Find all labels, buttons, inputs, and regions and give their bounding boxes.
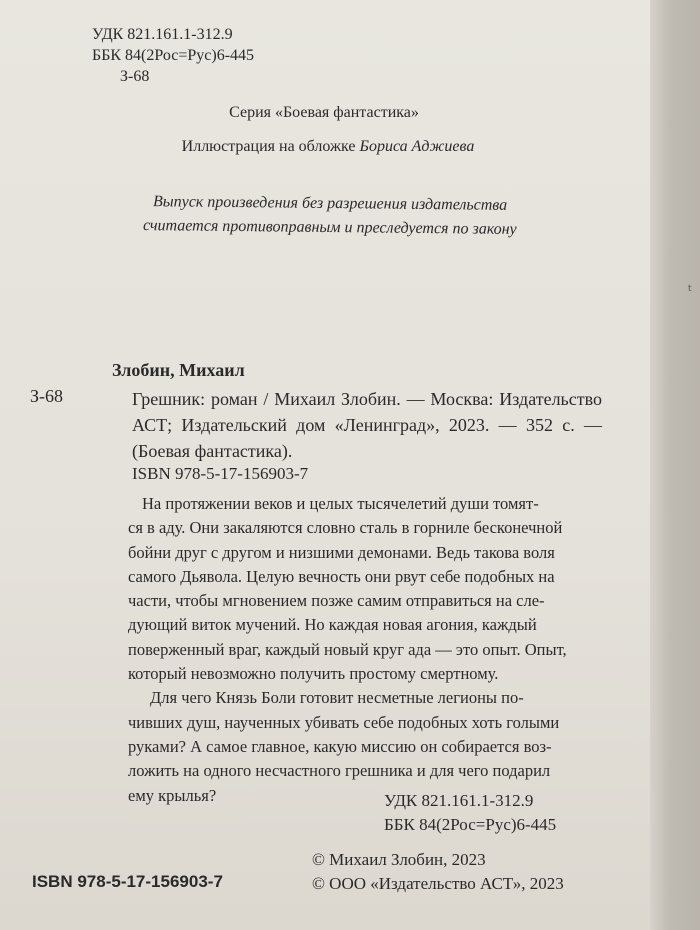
annotation-line: который невозможно получить простому смертному.: [128, 664, 499, 684]
isbn-bottom: ISBN 978-5-17-156903-7: [32, 872, 223, 891]
author-mark-top: З-68: [120, 68, 150, 85]
copyright-warning: [110, 190, 550, 243]
annotation-line: самого Дьявола. Целую вечность они рвут себе подобных на: [128, 566, 555, 586]
annotation-line: ему крылья?: [128, 785, 217, 805]
annotation-line: На протяжении веков и целых тысячелетий души томят-: [142, 494, 539, 513]
warning-line-1: Выпуск произведения без разрешения издательства: [152, 193, 508, 214]
annotation-line: Для чего Князь Боли готовит несметные легионы по-: [150, 688, 524, 708]
illustration-prefix: Иллюстрация на обложке: [181, 138, 360, 155]
annotation-line: ложить на одного несчастного грешника и для чего подарил: [128, 761, 551, 781]
illustration-credit: [8, 138, 648, 156]
record-author-mark: З-68: [30, 386, 64, 406]
series-line: Серия «Боевая фантастика»: [229, 104, 419, 121]
annotation-line: дующий виток мучений. Но каждая новая агония, каждый: [128, 615, 537, 635]
warning-line-2: считается противоправным и преследуется по закону: [142, 217, 517, 238]
bbk-code-bottom: ББК 84(2Рос=Рус)6-445: [384, 815, 557, 834]
copyright-author: © Михаил Злобин, 2023: [312, 850, 486, 869]
annotation-line: ся в аду. Они закаляются словно сталь в горниле бесконечной: [128, 518, 563, 538]
annotation-line: части, чтобы мгновением позже самим отправиться на сле-: [128, 591, 545, 611]
edge-mark: t: [688, 284, 692, 294]
annotation-line: руками? А самое главное, какую миссию он собирается воз-: [128, 736, 552, 756]
annotation-line: чивших душ, наученных убивать себе подобных хоть голыми: [128, 712, 560, 732]
bbk-code-top: ББК 84(2Рос=Рус)6-445: [92, 47, 255, 64]
next-page-edge: [650, 0, 700, 930]
udk-code-top: УДК 821.161.1-312.9: [92, 26, 233, 43]
annotation-line: бойни друг с другом и низшими демонами. Ведь такова воля: [128, 542, 555, 562]
record-author: Злобин, Михаил: [112, 360, 245, 380]
annotation: [128, 492, 608, 808]
annotation-line: поверженный враг, каждый новый круг ада — это опыт. Опыт,: [128, 639, 567, 659]
record-description: Грешник: роман / Михаил Злобин. — Москва: Издательство АСТ; Издательский дом «Ленинград», 2023. — 352 с. — (Боевая фантастика).: [132, 389, 602, 461]
copyright-publisher: © ООО «Издательство АСТ», 2023: [312, 874, 564, 893]
udk-code-bottom: УДК 821.161.1-312.9: [384, 791, 534, 810]
illustrator-name: Бориса Аджиева: [359, 138, 475, 155]
record-isbn: ISBN 978-5-17-156903-7: [132, 464, 309, 483]
